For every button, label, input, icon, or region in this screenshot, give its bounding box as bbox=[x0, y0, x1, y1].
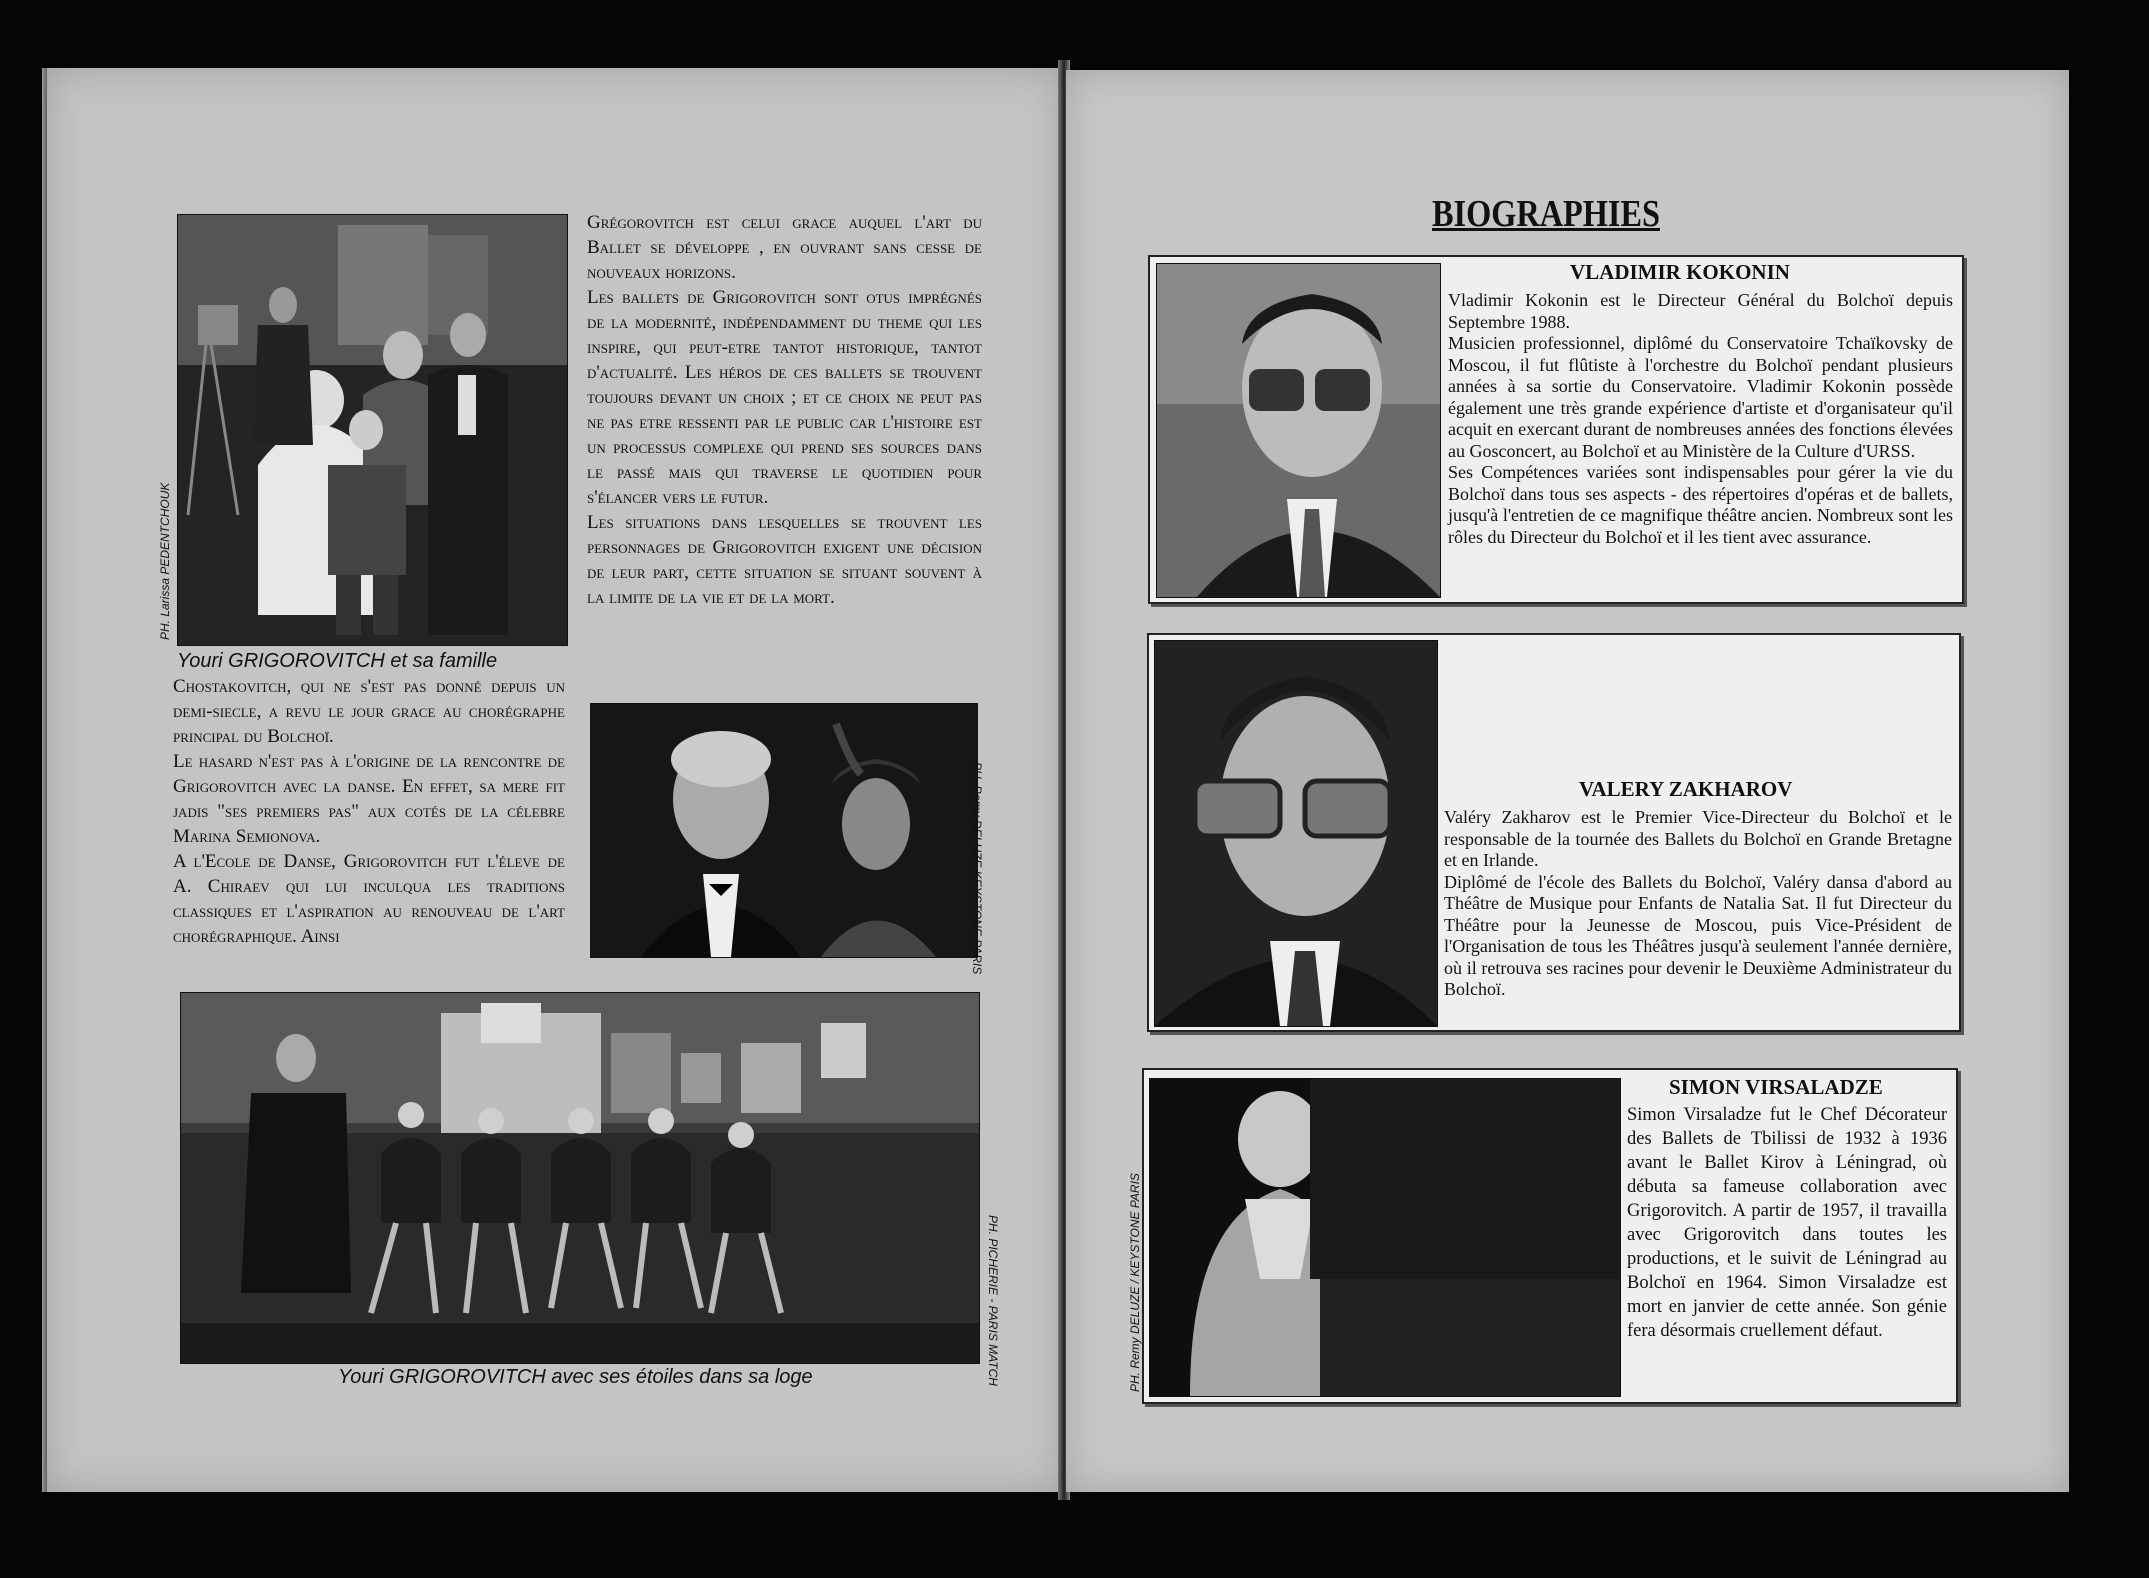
caption-loge: Youri GRIGOROVITCH avec ses étoiles dans sa loge bbox=[338, 1366, 813, 1388]
photo-kokonin bbox=[1156, 263, 1441, 598]
paragraph: Vladimir Kokonin est le Directeur Général du Bolchoï depuis Septembre 1988. bbox=[1448, 290, 1953, 332]
photo-family bbox=[177, 214, 568, 646]
paragraph: Diplômé de l'école des Ballets du Bolchoï, Valéry dansa d'abord au Théâtre de Musique pour Enfants de Natalia Sat. Il fut Directeur du Théâtre pour la Jeunesse de Moscou, puis Vice-Président de l'Organisation de tous les Théâtres jusqu'à seulement l'année dernière, où il retrouva ses racines pour devenir le Deuxième Administrateur du Bolchoï. bbox=[1444, 871, 1952, 999]
bio-text-zakharov bbox=[1444, 807, 1952, 1001]
paragraph: Les ballets de Grigorovitch sont otus imprégnés de la modernité, indépendamment du theme qui les inspire, qui peut-etre tantot historique, tantot d'actualité. Les héros de ces ballets se trouvent toujours devant un choix ; et ce choix ne peut pas ne pas etre ressenti par le public car l'histoire est un processus complexe qui prend ses sources dans le passé mais qui traverse le quotidien pour s'élancer vers le futur. bbox=[587, 287, 982, 508]
photo-dancers-loge bbox=[180, 992, 980, 1364]
photo-zakharov bbox=[1154, 640, 1438, 1027]
bio-name-zakharov: VALERY ZAKHAROV bbox=[1579, 777, 1793, 801]
paragraph: Ses Compétences variées sont indispensables pour gérer la vie du Bolchoï dans tous ses aspects - des répertoires d'opéras et de ballets, jusqu'à l'entretien de ce magnifique théâtre ancien. Nombreux sont les rôles du Directeur du Bolchoï et il les tient avec assurance. bbox=[1448, 462, 1953, 547]
paragraph: Musicien professionnel, diplômé du Conservatoire Tchaïkovsky de Moscou, il fut flûtiste à l'orchestre du Bolchoï pendant plusieurs années à sa sortie du Conservatoire. Vladimir Kokonin possède également une très grande expérience d'artiste et d'organisateur qu'il acquit en exercant durant de nombreuses années des fonctions élevées au Gosconcert, au Bolchoï et au Ministère de la Culture d'URSS. bbox=[1448, 333, 1953, 461]
text-column-right bbox=[587, 210, 982, 610]
paragraph: Chostakovitch, qui ne s'est pas donné depuis un demi-siecle, a revu le jour grace au chorégraphe principal du Bolchoï. bbox=[173, 676, 565, 747]
photo-grigorovitch-portrait bbox=[590, 703, 978, 958]
paragraph: Simon Virsaladze fut le Chef Décorateur des Ballets de Tbilissi de 1932 à 1936 avant le Ballet Kirov à Léningrad, où débuta sa fameuse collaboration avec Grigorovitch. A partir de 1957, il travailla avec Grigorovitch dans toutes les productions, et le suivit de Léningrad au Bolchoï en 1964. Simon Virsaladze est mort en janvier de cette année. Son génie fera désormais cruellement défaut. bbox=[1627, 1105, 1947, 1341]
bio-name-kokonin: VLADIMIR KOKONIN bbox=[1570, 260, 1790, 284]
caption-family: Youri GRIGOROVITCH et sa famille bbox=[177, 650, 498, 672]
bio-text-virsaladze bbox=[1627, 1103, 1947, 1343]
photo-credit-loge: PH. PICHERIE - PARIS MATCH bbox=[986, 1215, 1000, 1386]
paragraph: Le hasard n'est pas à l'origine de la rencontre de Grigorovitch avec la danse. En effet, sa mere fit jadis "ses premiers pas" aux cotés de la célebre Marina Semionova. bbox=[173, 751, 565, 847]
photo-credit-portrait: PH. Remy DELUZE KEYSTONE PARIS bbox=[970, 762, 984, 975]
photo-credit-virsaladze: PH. Remy DELUZE / KEYSTONE PARIS bbox=[1128, 1173, 1142, 1392]
bio-card-zakharov bbox=[1147, 633, 1961, 1032]
photo-credit-family: PH. Larissa PEDENTCHOUK bbox=[158, 482, 172, 640]
bio-card-virsaladze bbox=[1142, 1068, 1958, 1404]
paragraph: Grégorovitch est celui grace auquel l'art du Ballet se développe , en ouvrant sans cesse de nouveaux horizons. bbox=[587, 212, 982, 283]
page-title: BIOGRAPHIES bbox=[1432, 193, 1660, 235]
photo-virsaladze bbox=[1149, 1078, 1621, 1397]
paragraph: Valéry Zakharov est le Premier Vice-Directeur du Bolchoï et le responsable de la tournée des Ballets du Bolchoï en Grande Bretagne et en Irlande. bbox=[1444, 807, 1952, 870]
bio-card-kokonin bbox=[1148, 255, 1964, 604]
bio-name-virsaladze: SIMON VIRSALADZE bbox=[1669, 1075, 1883, 1099]
bio-text-kokonin bbox=[1448, 290, 1953, 548]
text-column-left bbox=[173, 674, 565, 949]
paragraph: Les situations dans lesquelles se trouvent les personnages de Grigorovitch exigent une décision de leur part, cette situation se situant souvent à la limite de la vie et de la mort. bbox=[587, 512, 982, 608]
paragraph: A l'Ecole de Danse, Grigorovitch fut l'éleve de A. Chiraev qui lui inculqua les traditions classiques et l'aspiration au renouveau de l'art chorégraphique. Ainsi bbox=[173, 851, 565, 947]
